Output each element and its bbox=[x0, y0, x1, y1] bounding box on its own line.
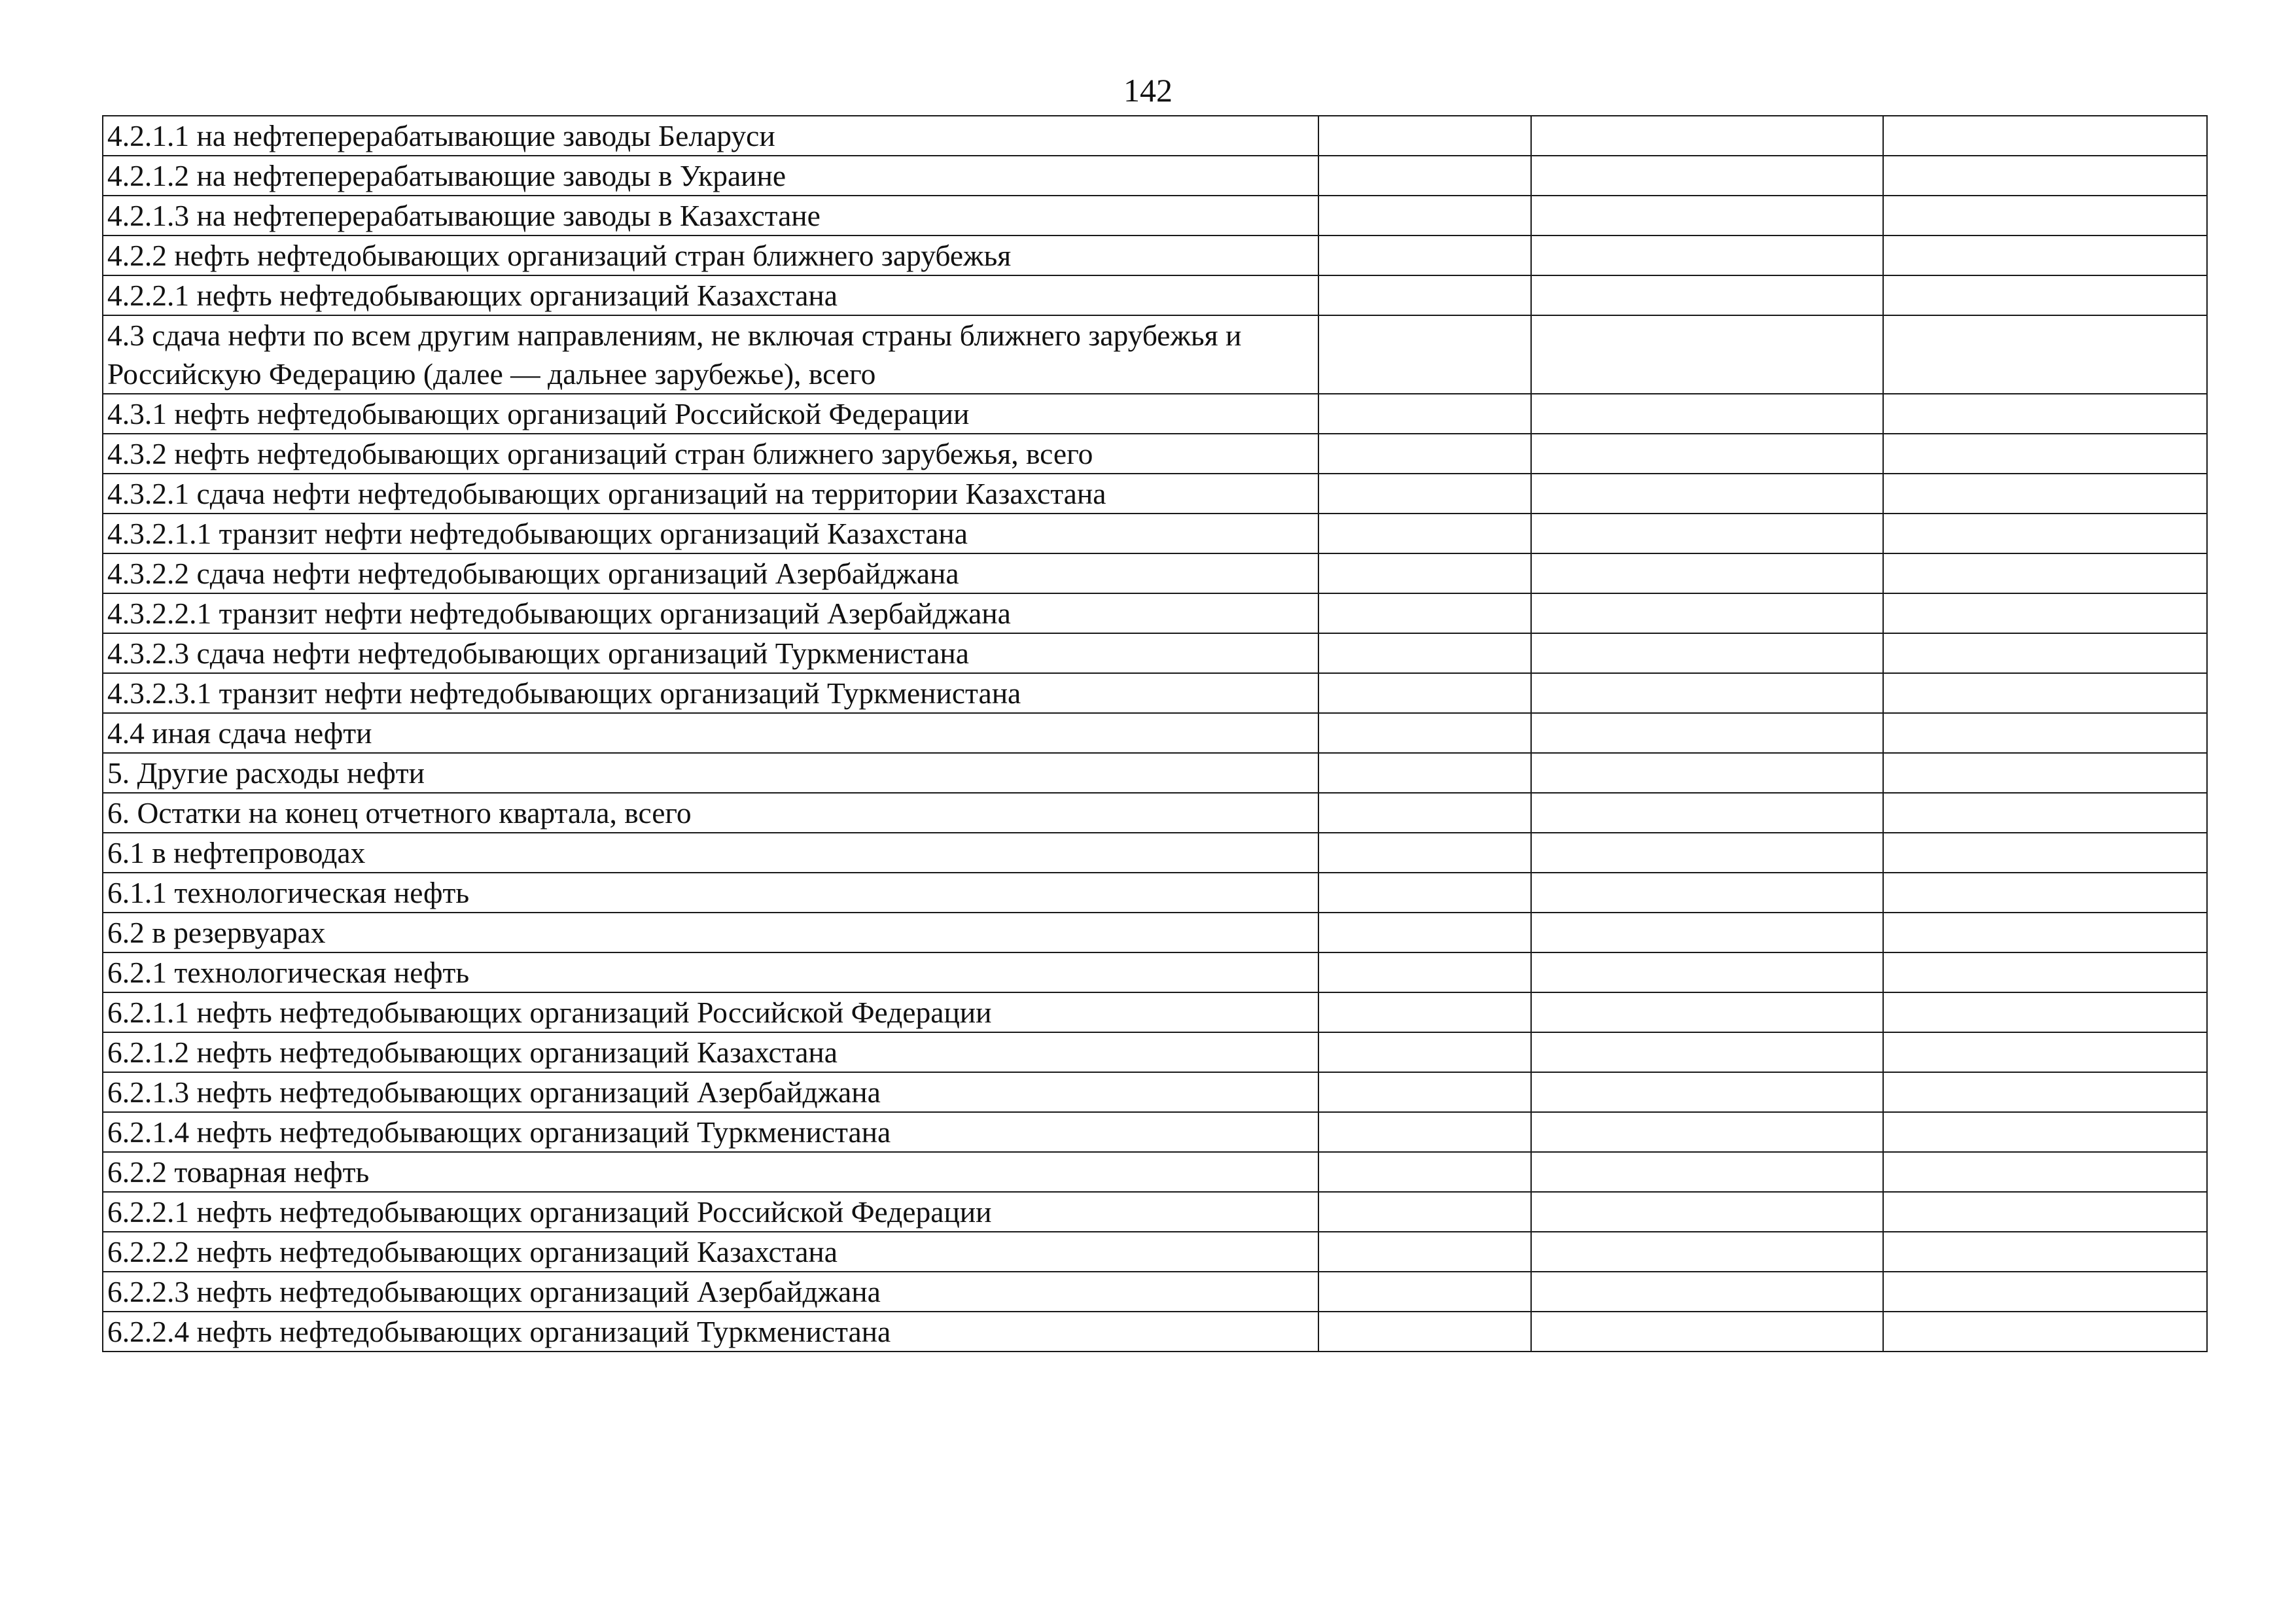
table-row bbox=[103, 116, 2207, 156]
table-row bbox=[103, 275, 2207, 315]
value-cell-1[interactable] bbox=[1318, 434, 1531, 474]
value-cell-1[interactable] bbox=[1318, 633, 1531, 673]
table-row bbox=[103, 1112, 2207, 1152]
row-label: 4.3.1 нефть нефтедобывающих организаций Российской Федерации bbox=[107, 397, 970, 430]
value-cell-3[interactable] bbox=[1883, 913, 2207, 952]
table-row bbox=[103, 793, 2207, 833]
value-cell-3[interactable] bbox=[1883, 833, 2207, 873]
row-label: 6.2.2.4 нефть нефтедобывающих организаций Туркменистана bbox=[107, 1315, 891, 1348]
value-cell-2[interactable] bbox=[1531, 633, 1883, 673]
row-label-cell bbox=[103, 1152, 1318, 1192]
table-row bbox=[103, 713, 2207, 753]
value-cell-3[interactable] bbox=[1883, 553, 2207, 593]
row-label: 4.2.2.1 нефть нефтедобывающих организаций Казахстана bbox=[107, 279, 838, 312]
value-cell-2[interactable] bbox=[1531, 116, 1883, 156]
value-cell-1[interactable] bbox=[1318, 1232, 1531, 1272]
row-label-cell bbox=[103, 1072, 1318, 1112]
row-label: 4.3 сдача нефти по всем другим направлениям, не включая страны ближнего зарубежья и Российскую Федерацию (далее — дальнее зарубежье), всего bbox=[107, 319, 1249, 391]
row-label: 4.2.1.1 на нефтеперерабатывающие заводы Беларуси bbox=[107, 119, 775, 152]
value-cell-2[interactable] bbox=[1531, 1072, 1883, 1112]
row-label: 4.3.2.2.1 транзит нефти нефтедобывающих организаций Азербайджана bbox=[107, 597, 1011, 630]
value-cell-1[interactable] bbox=[1318, 673, 1531, 713]
row-label: 6.2.1 технологическая нефть bbox=[107, 956, 470, 989]
row-label: 4.3.2.3 сдача нефти нефтедобывающих организаций Туркменистана bbox=[107, 637, 969, 670]
table-row bbox=[103, 992, 2207, 1032]
value-cell-2[interactable] bbox=[1531, 196, 1883, 236]
row-label: 6.1 в нефтепроводах bbox=[107, 836, 366, 869]
value-cell-1[interactable] bbox=[1318, 1152, 1531, 1192]
table-row bbox=[103, 1152, 2207, 1192]
report-table-body bbox=[103, 116, 2207, 1352]
row-label: 4.2.1.2 на нефтеперерабатывающие заводы в Украине bbox=[107, 159, 786, 192]
value-cell-1[interactable] bbox=[1318, 753, 1531, 793]
table-row bbox=[103, 673, 2207, 713]
row-label-cell bbox=[103, 753, 1318, 793]
value-cell-2[interactable] bbox=[1531, 434, 1883, 474]
row-label-cell bbox=[103, 434, 1318, 474]
table-row bbox=[103, 1272, 2207, 1312]
value-cell-1[interactable] bbox=[1318, 236, 1531, 275]
value-cell-3[interactable] bbox=[1883, 196, 2207, 236]
value-cell-1[interactable] bbox=[1318, 913, 1531, 952]
row-label-cell bbox=[103, 514, 1318, 553]
value-cell-2[interactable] bbox=[1531, 1032, 1883, 1072]
row-label-cell bbox=[103, 1032, 1318, 1072]
value-cell-3[interactable] bbox=[1883, 1152, 2207, 1192]
row-label-cell bbox=[103, 593, 1318, 633]
table-row bbox=[103, 394, 2207, 434]
row-label-cell bbox=[103, 793, 1318, 833]
row-label-cell bbox=[103, 992, 1318, 1032]
row-label-cell bbox=[103, 156, 1318, 196]
value-cell-1[interactable] bbox=[1318, 1112, 1531, 1152]
row-label-cell bbox=[103, 713, 1318, 753]
value-cell-2[interactable] bbox=[1531, 1272, 1883, 1312]
value-cell-2[interactable] bbox=[1531, 156, 1883, 196]
value-cell-1[interactable] bbox=[1318, 593, 1531, 633]
table-row bbox=[103, 913, 2207, 952]
value-cell-1[interactable] bbox=[1318, 873, 1531, 913]
value-cell-3[interactable] bbox=[1883, 952, 2207, 992]
value-cell-1[interactable] bbox=[1318, 1192, 1531, 1232]
value-cell-3[interactable] bbox=[1883, 753, 2207, 793]
value-cell-2[interactable] bbox=[1531, 1232, 1883, 1272]
row-label-cell bbox=[103, 116, 1318, 156]
value-cell-2[interactable] bbox=[1531, 913, 1883, 952]
value-cell-2[interactable] bbox=[1531, 275, 1883, 315]
value-cell-1[interactable] bbox=[1318, 1312, 1531, 1352]
row-label: 4.3.2.2 сдача нефти нефтедобывающих организаций Азербайджана bbox=[107, 557, 959, 590]
value-cell-3[interactable] bbox=[1883, 394, 2207, 434]
value-cell-1[interactable] bbox=[1318, 833, 1531, 873]
row-label-cell bbox=[103, 1232, 1318, 1272]
value-cell-3[interactable] bbox=[1883, 474, 2207, 514]
value-cell-2[interactable] bbox=[1531, 553, 1883, 593]
row-label: 6.2.2.1 нефть нефтедобывающих организаций Российской Федерации bbox=[107, 1195, 992, 1229]
value-cell-2[interactable] bbox=[1531, 593, 1883, 633]
row-label: 4.3.2.1.1 транзит нефти нефтедобывающих организаций Казахстана bbox=[107, 517, 968, 550]
row-label: 4.3.2.1 сдача нефти нефтедобывающих организаций на территории Казахстана bbox=[107, 477, 1106, 510]
value-cell-2[interactable] bbox=[1531, 315, 1883, 394]
row-label-cell bbox=[103, 275, 1318, 315]
row-label: 6.2.1.2 нефть нефтедобывающих организаций Казахстана bbox=[107, 1036, 838, 1069]
row-label: 6.2.2.3 нефть нефтедобывающих организаций Азербайджана bbox=[107, 1275, 881, 1308]
row-label-cell bbox=[103, 474, 1318, 514]
row-label-cell bbox=[103, 236, 1318, 275]
row-label-cell bbox=[103, 833, 1318, 873]
row-label-cell bbox=[103, 394, 1318, 434]
value-cell-2[interactable] bbox=[1531, 394, 1883, 434]
table-row bbox=[103, 873, 2207, 913]
value-cell-3[interactable] bbox=[1883, 673, 2207, 713]
value-cell-3[interactable] bbox=[1883, 315, 2207, 394]
table-row bbox=[103, 753, 2207, 793]
value-cell-2[interactable] bbox=[1531, 713, 1883, 753]
value-cell-3[interactable] bbox=[1883, 1072, 2207, 1112]
row-label: 6.1.1 технологическая нефть bbox=[107, 876, 470, 909]
value-cell-1[interactable] bbox=[1318, 315, 1531, 394]
value-cell-1[interactable] bbox=[1318, 793, 1531, 833]
row-label-cell bbox=[103, 673, 1318, 713]
row-label: 6.2.2 товарная нефть bbox=[107, 1155, 370, 1189]
value-cell-3[interactable] bbox=[1883, 1272, 2207, 1312]
value-cell-1[interactable] bbox=[1318, 1032, 1531, 1072]
table-row bbox=[103, 593, 2207, 633]
value-cell-2[interactable] bbox=[1531, 1152, 1883, 1192]
value-cell-3[interactable] bbox=[1883, 593, 2207, 633]
value-cell-2[interactable] bbox=[1531, 673, 1883, 713]
value-cell-3[interactable] bbox=[1883, 514, 2207, 553]
row-label: 6.2.1.3 нефть нефтедобывающих организаций Азербайджана bbox=[107, 1075, 881, 1109]
value-cell-3[interactable] bbox=[1883, 1232, 2207, 1272]
table-row bbox=[103, 1072, 2207, 1112]
table-row bbox=[103, 474, 2207, 514]
row-label-cell bbox=[103, 1272, 1318, 1312]
table-row bbox=[103, 553, 2207, 593]
table-row bbox=[103, 1192, 2207, 1232]
value-cell-3[interactable] bbox=[1883, 236, 2207, 275]
value-cell-3[interactable] bbox=[1883, 992, 2207, 1032]
value-cell-1[interactable] bbox=[1318, 394, 1531, 434]
row-label: 6.2 в резервуарах bbox=[107, 916, 326, 949]
table-row bbox=[103, 236, 2207, 275]
row-label: 6.2.2.2 нефть нефтедобывающих организаций Казахстана bbox=[107, 1235, 838, 1268]
value-cell-1[interactable] bbox=[1318, 514, 1531, 553]
table-row bbox=[103, 434, 2207, 474]
value-cell-2[interactable] bbox=[1531, 1192, 1883, 1232]
value-cell-1[interactable] bbox=[1318, 553, 1531, 593]
value-cell-1[interactable] bbox=[1318, 474, 1531, 514]
value-cell-2[interactable] bbox=[1531, 474, 1883, 514]
value-cell-1[interactable] bbox=[1318, 275, 1531, 315]
row-label: 5. Другие расходы нефти bbox=[107, 756, 425, 790]
table-row bbox=[103, 1032, 2207, 1072]
value-cell-2[interactable] bbox=[1531, 1112, 1883, 1152]
value-cell-3[interactable] bbox=[1883, 434, 2207, 474]
value-cell-1[interactable] bbox=[1318, 952, 1531, 992]
table-row bbox=[103, 833, 2207, 873]
table-row bbox=[103, 1312, 2207, 1352]
value-cell-3[interactable] bbox=[1883, 633, 2207, 673]
row-label-cell bbox=[103, 196, 1318, 236]
table-row bbox=[103, 156, 2207, 196]
row-label: 4.4 иная сдача нефти bbox=[107, 716, 372, 750]
row-label: 6.2.1.1 нефть нефтедобывающих организаций Российской Федерации bbox=[107, 996, 992, 1029]
table-row bbox=[103, 633, 2207, 673]
value-cell-2[interactable] bbox=[1531, 992, 1883, 1032]
row-label-cell bbox=[103, 913, 1318, 952]
page-number: 142 bbox=[1123, 72, 1173, 109]
value-cell-2[interactable] bbox=[1531, 514, 1883, 553]
row-label-cell bbox=[103, 633, 1318, 673]
report-table bbox=[102, 115, 2208, 1352]
row-label-cell bbox=[103, 1112, 1318, 1152]
value-cell-2[interactable] bbox=[1531, 236, 1883, 275]
value-cell-3[interactable] bbox=[1883, 713, 2207, 753]
value-cell-1[interactable] bbox=[1318, 156, 1531, 196]
row-label-cell bbox=[103, 1192, 1318, 1232]
value-cell-3[interactable] bbox=[1883, 793, 2207, 833]
row-label-cell bbox=[103, 873, 1318, 913]
value-cell-3[interactable] bbox=[1883, 275, 2207, 315]
value-cell-1[interactable] bbox=[1318, 1272, 1531, 1312]
value-cell-3[interactable] bbox=[1883, 1032, 2207, 1072]
value-cell-2[interactable] bbox=[1531, 833, 1883, 873]
row-label: 4.3.2 нефть нефтедобывающих организаций стран ближнего зарубежья, всего bbox=[107, 437, 1093, 470]
value-cell-1[interactable] bbox=[1318, 992, 1531, 1032]
row-label-cell bbox=[103, 315, 1318, 394]
row-label: 4.2.1.3 на нефтеперерабатывающие заводы в Казахстане bbox=[107, 199, 821, 232]
value-cell-3[interactable] bbox=[1883, 1112, 2207, 1152]
table-row bbox=[103, 514, 2207, 553]
row-label: 4.3.2.3.1 транзит нефти нефтедобывающих организаций Туркменистана bbox=[107, 676, 1021, 710]
value-cell-3[interactable] bbox=[1883, 1312, 2207, 1352]
row-label-cell bbox=[103, 553, 1318, 593]
table-row bbox=[103, 952, 2207, 992]
value-cell-3[interactable] bbox=[1883, 1192, 2207, 1232]
row-label-cell bbox=[103, 1312, 1318, 1352]
row-label: 6. Остатки на конец отчетного квартала, всего bbox=[107, 796, 692, 829]
table-row bbox=[103, 315, 2207, 394]
value-cell-1[interactable] bbox=[1318, 116, 1531, 156]
value-cell-1[interactable] bbox=[1318, 1072, 1531, 1112]
value-cell-1[interactable] bbox=[1318, 713, 1531, 753]
value-cell-2[interactable] bbox=[1531, 753, 1883, 793]
value-cell-2[interactable] bbox=[1531, 1312, 1883, 1352]
value-cell-3[interactable] bbox=[1883, 156, 2207, 196]
row-label: 6.2.1.4 нефть нефтедобывающих организаций Туркменистана bbox=[107, 1115, 891, 1149]
row-label: 4.2.2 нефть нефтедобывающих организаций стран ближнего зарубежья bbox=[107, 239, 1012, 272]
value-cell-2[interactable] bbox=[1531, 952, 1883, 992]
value-cell-3[interactable] bbox=[1883, 873, 2207, 913]
row-label-cell bbox=[103, 952, 1318, 992]
value-cell-3[interactable] bbox=[1883, 116, 2207, 156]
table-row bbox=[103, 1232, 2207, 1272]
value-cell-2[interactable] bbox=[1531, 793, 1883, 833]
value-cell-1[interactable] bbox=[1318, 196, 1531, 236]
value-cell-2[interactable] bbox=[1531, 873, 1883, 913]
table-row bbox=[103, 196, 2207, 236]
